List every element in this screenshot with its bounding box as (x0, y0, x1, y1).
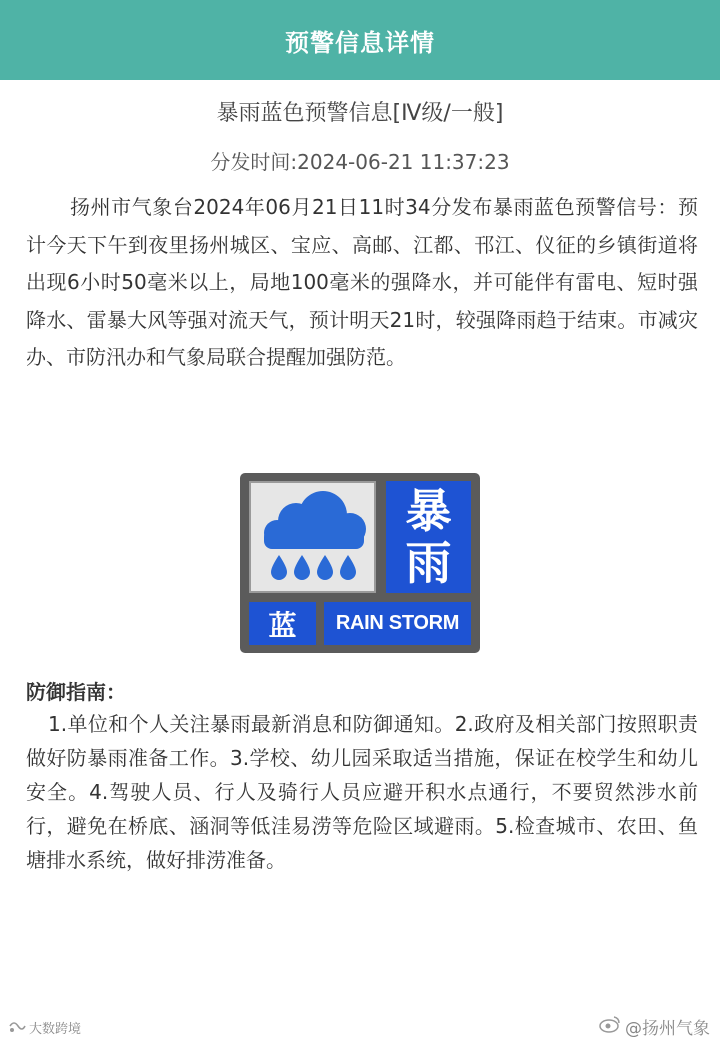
badge-char-yu: 雨 (405, 536, 452, 590)
weibo-icon (599, 1015, 621, 1038)
defense-guide-title: 防御指南： (26, 680, 126, 704)
warning-level-box: 蓝 (249, 602, 316, 645)
alert-timestamp: 分发时间:2024-06-21 11:37:23 (210, 150, 510, 174)
rain-cloud-icon (249, 481, 376, 593)
alert-subtitle: 暴雨蓝色预警信息[Ⅳ级/一般] (216, 101, 504, 126)
rainstorm-english-label: RAIN STORM (324, 602, 471, 645)
watermark-right (599, 1014, 710, 1039)
watermark-left (8, 1018, 81, 1037)
rainstorm-label-box (386, 481, 471, 593)
badge-char-bao: 暴 (405, 484, 452, 538)
watermark-left-text: 大数跨境 (29, 1022, 82, 1037)
page-header (0, 0, 720, 80)
watermark-logo-icon (8, 1019, 26, 1037)
rainstorm-warning-badge (240, 473, 480, 653)
watermark-right-text: @扬州气象 (625, 1019, 710, 1039)
alert-body: 扬州市气象台2024年06月21日11时34分发布暴雨蓝色预警信号：预计今天下午到夜里扬州城区、宝应、高邮、江都、邗江、仪征的乡镇街道将出现6小时50毫米以上，局地100毫米的强降水，并可能伴有雷电、短时强降水、雷暴大风等强对流天气，预计明天21时，较强降雨趋于结束。市减灾办、市防汛办和气象局联合提醒加强防范。 (26, 195, 698, 369)
page-title: 预警信息详情 (285, 28, 435, 57)
defense-guide-text: 1.单位和个人关注暴雨最新消息和防御通知。2.政府及相关部门按照职责做好防暴雨准备工作。3.学校、幼儿园采取适当措施，保证在校学生和幼儿安全。4.驾驶人员、行人及骑行人员应避开积水点通行，不要贸然涉水前行，避免在桥底、涵洞等低洼易涝等危险区域避雨。5.检查城市、农田、鱼塘排水系统，做好排涝准备。 (26, 712, 698, 872)
